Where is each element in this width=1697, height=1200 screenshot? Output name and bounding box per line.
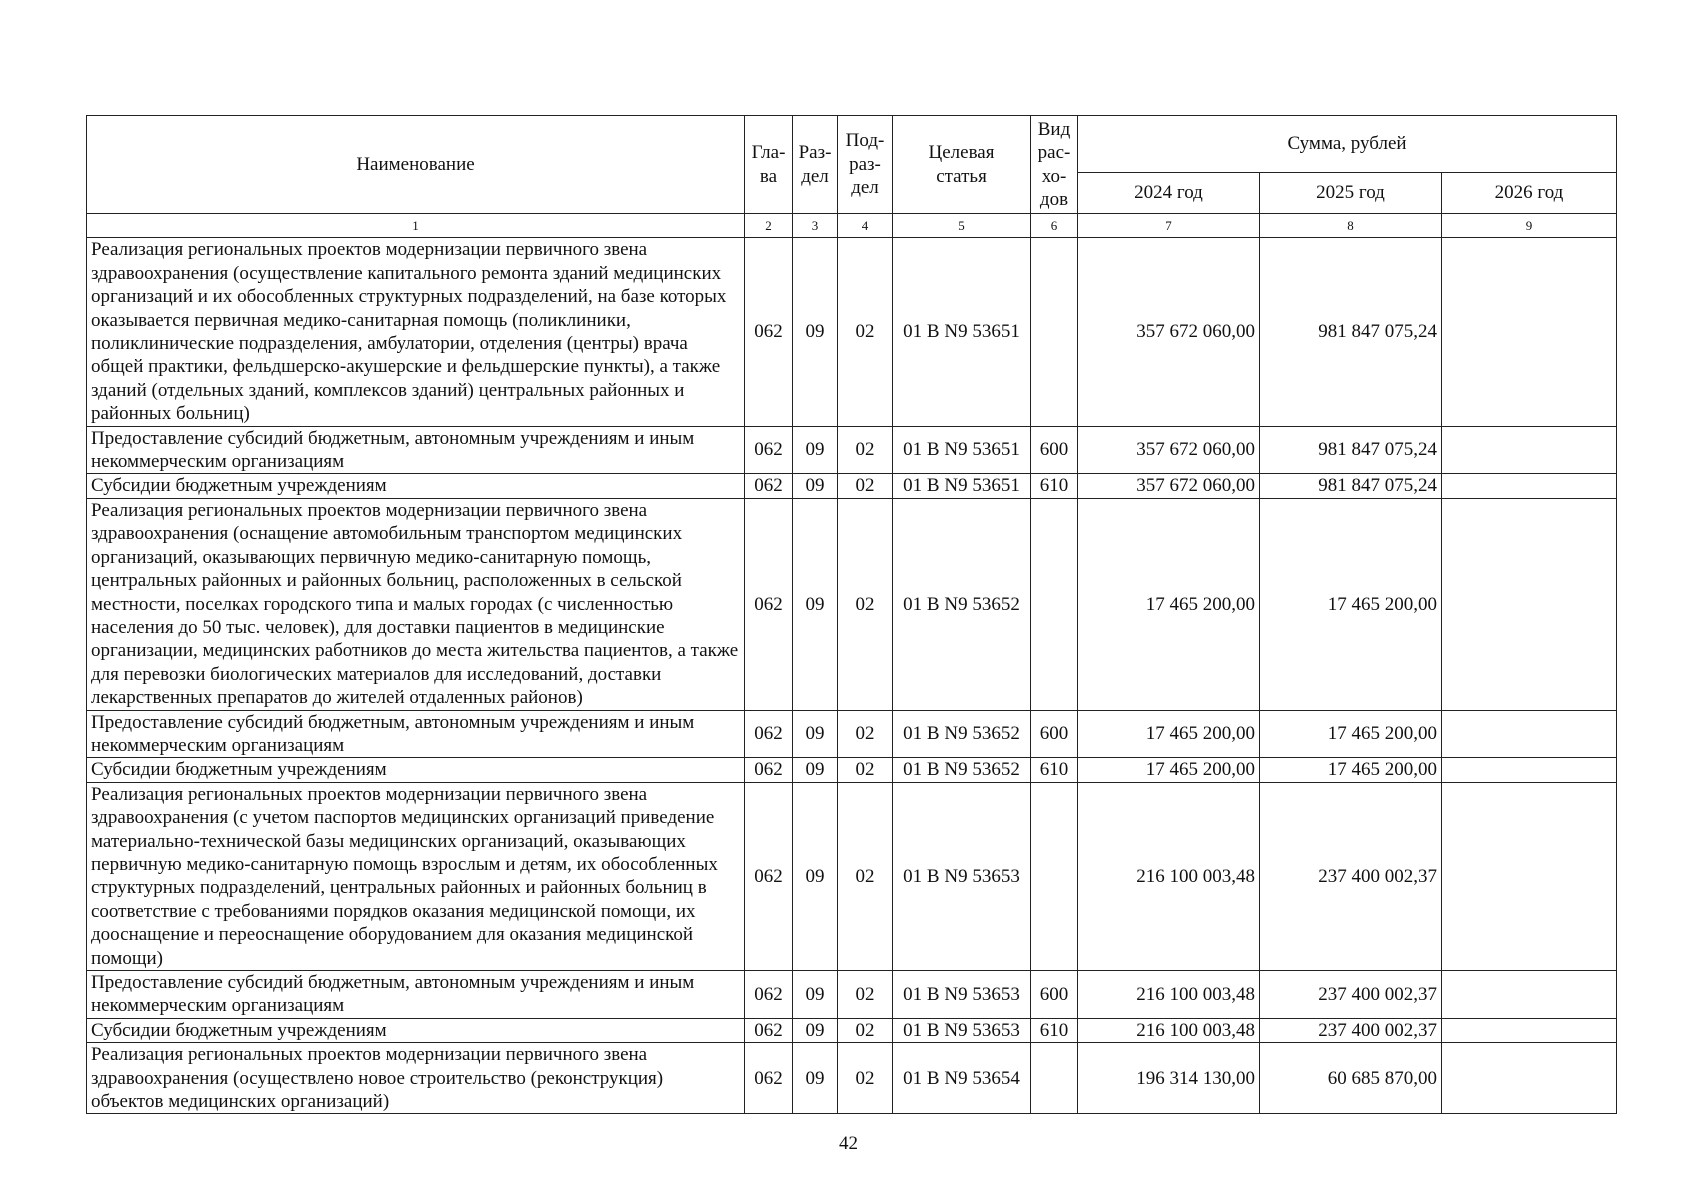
row-amount-2025: 237 400 002,37	[1260, 782, 1442, 970]
row-name: Предоставление субсидий бюджетным, автономным учреждениям и иным некоммерческим организациям	[87, 971, 745, 1019]
row-section: 09	[793, 474, 838, 498]
row-chapter: 062	[745, 474, 793, 498]
row-amount-2024: 17 465 200,00	[1078, 498, 1260, 710]
column-number: 4	[838, 214, 893, 238]
row-amount-2025: 17 465 200,00	[1260, 710, 1442, 758]
row-chapter: 062	[745, 710, 793, 758]
row-amount-2024: 357 672 060,00	[1078, 474, 1260, 498]
table-row	[87, 710, 1617, 758]
row-target: 01 В N9 53652	[893, 758, 1031, 782]
row-amount-2024: 17 465 200,00	[1078, 758, 1260, 782]
row-amount-2026	[1442, 426, 1617, 474]
row-subsection: 02	[838, 1043, 893, 1114]
table-row	[87, 498, 1617, 710]
row-subsection: 02	[838, 238, 893, 426]
row-amount-2025: 17 465 200,00	[1260, 758, 1442, 782]
table-row	[87, 1043, 1617, 1114]
row-chapter: 062	[745, 426, 793, 474]
row-chapter: 062	[745, 971, 793, 1019]
row-section: 09	[793, 1043, 838, 1114]
row-subsection: 02	[838, 474, 893, 498]
row-subsection: 02	[838, 782, 893, 970]
row-amount-2025: 237 400 002,37	[1260, 1018, 1442, 1042]
row-name: Субсидии бюджетным учреждениям	[87, 758, 745, 782]
row-amount-2026	[1442, 1018, 1617, 1042]
column-number: 8	[1260, 214, 1442, 238]
row-amount-2024: 357 672 060,00	[1078, 426, 1260, 474]
row-target: 01 В N9 53653	[893, 1018, 1031, 1042]
row-target: 01 В N9 53653	[893, 971, 1031, 1019]
row-chapter: 062	[745, 1018, 793, 1042]
column-number: 3	[793, 214, 838, 238]
row-subsection: 02	[838, 710, 893, 758]
row-amount-2025: 17 465 200,00	[1260, 498, 1442, 710]
row-amount-2025: 60 685 870,00	[1260, 1043, 1442, 1114]
page-number: 42	[839, 1133, 858, 1154]
row-amount-2024: 216 100 003,48	[1078, 971, 1260, 1019]
row-expense-type	[1031, 1043, 1078, 1114]
table-row	[87, 782, 1617, 970]
table-row	[87, 758, 1617, 782]
row-expense-type: 610	[1031, 758, 1078, 782]
row-subsection: 02	[838, 758, 893, 782]
row-section: 09	[793, 1018, 838, 1042]
header-year-2024: 2024 год	[1078, 173, 1260, 214]
row-amount-2026	[1442, 474, 1617, 498]
row-amount-2025: 981 847 075,24	[1260, 426, 1442, 474]
row-target: 01 В N9 53654	[893, 1043, 1031, 1114]
column-number: 9	[1442, 214, 1617, 238]
header-name: Наименование	[87, 116, 745, 214]
row-name: Реализация региональных проектов модернизации первичного звена здравоохранения (с учетом паспортов медицинских организаций приведение материально-технической базы медицинских организаций, оказывающих первичную медико-санитарную помощь взрослым и детям, их обособленных структурных подразделений, центральных районных и районных больниц в соответствие с требованиями порядков оказания медицинской помощи, их дооснащение и переоснащение оборудованием для оказания медицинской помощи)	[87, 782, 745, 970]
row-name: Реализация региональных проектов модернизации первичного звена здравоохранения (осуществление капитального ремонта зданий медицинских организаций и их обособленных структурных подразделений, на базе которых оказывается первичная медико-санитарная помощь (поликлиники, поликлинические подразделения, амбулатории, отделения (центры) врача общей практики, фельдшерско-акушерские и фельдшерские пункты), а также зданий (отдельных зданий, комплексов зданий) центральных районных и районных больниц)	[87, 238, 745, 426]
column-number: 5	[893, 214, 1031, 238]
row-name: Реализация региональных проектов модернизации первичного звена здравоохранения (осуществлено новое строительство (реконструкция) объектов медицинских организаций)	[87, 1043, 745, 1114]
row-name: Субсидии бюджетным учреждениям	[87, 474, 745, 498]
row-target: 01 В N9 53651	[893, 238, 1031, 426]
header-expense-type: Вид рас- хо- дов	[1031, 116, 1078, 214]
column-number: 1	[87, 214, 745, 238]
row-section: 09	[793, 498, 838, 710]
row-amount-2026	[1442, 710, 1617, 758]
row-subsection: 02	[838, 971, 893, 1019]
row-expense-type	[1031, 782, 1078, 970]
row-amount-2024: 357 672 060,00	[1078, 238, 1260, 426]
header-year-2025: 2025 год	[1260, 173, 1442, 214]
row-amount-2024: 17 465 200,00	[1078, 710, 1260, 758]
row-amount-2026	[1442, 238, 1617, 426]
row-target: 01 В N9 53651	[893, 426, 1031, 474]
table-row	[87, 971, 1617, 1019]
row-chapter: 062	[745, 238, 793, 426]
row-name: Реализация региональных проектов модернизации первичного звена здравоохранения (оснащение автомобильным транспортом медицинских организаций, оказывающих первичную медико-санитарную помощь, центральных районных и районных больниц, расположенных в сельской местности, поселках городского типа и малых городах (с численностью населения до 50 тыс. человек), для доставки пациентов в медицинские организации, медицинских работников до места жительства пациентов, а также для перевозки биологических материалов для исследований, доставки лекарственных препаратов до жителей отдаленных районов)	[87, 498, 745, 710]
row-target: 01 В N9 53651	[893, 474, 1031, 498]
row-name: Предоставление субсидий бюджетным, автономным учреждениям и иным некоммерческим организациям	[87, 710, 745, 758]
row-amount-2026	[1442, 758, 1617, 782]
header-chapter: Гла- ва	[745, 116, 793, 214]
row-section: 09	[793, 758, 838, 782]
column-number: 7	[1078, 214, 1260, 238]
row-expense-type: 600	[1031, 710, 1078, 758]
row-expense-type: 610	[1031, 474, 1078, 498]
row-chapter: 062	[745, 758, 793, 782]
table-row	[87, 474, 1617, 498]
column-number: 2	[745, 214, 793, 238]
table-row	[87, 238, 1617, 426]
row-amount-2026	[1442, 498, 1617, 710]
header-target: Целевая статья	[893, 116, 1031, 214]
row-target: 01 В N9 53652	[893, 710, 1031, 758]
header-section: Раз- дел	[793, 116, 838, 214]
row-amount-2025: 981 847 075,24	[1260, 238, 1442, 426]
column-number: 6	[1031, 214, 1078, 238]
row-expense-type: 600	[1031, 426, 1078, 474]
header-sum: Сумма, рублей	[1078, 116, 1617, 173]
row-amount-2024: 216 100 003,48	[1078, 1018, 1260, 1042]
row-name: Субсидии бюджетным учреждениям	[87, 1018, 745, 1042]
header-year-2026: 2026 год	[1442, 173, 1617, 214]
row-expense-type	[1031, 498, 1078, 710]
row-name: Предоставление субсидий бюджетным, автономным учреждениям и иным некоммерческим организациям	[87, 426, 745, 474]
row-section: 09	[793, 710, 838, 758]
header-subsection: Под- раз- дел	[838, 116, 893, 214]
row-section: 09	[793, 238, 838, 426]
row-subsection: 02	[838, 1018, 893, 1042]
row-amount-2026	[1442, 1043, 1617, 1114]
row-section: 09	[793, 971, 838, 1019]
row-expense-type: 610	[1031, 1018, 1078, 1042]
row-section: 09	[793, 782, 838, 970]
row-amount-2025: 981 847 075,24	[1260, 474, 1442, 498]
row-target: 01 В N9 53653	[893, 782, 1031, 970]
row-target: 01 В N9 53652	[893, 498, 1031, 710]
row-chapter: 062	[745, 782, 793, 970]
row-chapter: 062	[745, 1043, 793, 1114]
row-subsection: 02	[838, 426, 893, 474]
row-expense-type: 600	[1031, 971, 1078, 1019]
row-chapter: 062	[745, 498, 793, 710]
budget-table	[86, 115, 1617, 1114]
row-section: 09	[793, 426, 838, 474]
row-expense-type	[1031, 238, 1078, 426]
row-amount-2024: 216 100 003,48	[1078, 782, 1260, 970]
table-row	[87, 1018, 1617, 1042]
row-amount-2026	[1442, 782, 1617, 970]
row-amount-2025: 237 400 002,37	[1260, 971, 1442, 1019]
row-subsection: 02	[838, 498, 893, 710]
row-amount-2026	[1442, 971, 1617, 1019]
table-row	[87, 426, 1617, 474]
row-amount-2024: 196 314 130,00	[1078, 1043, 1260, 1114]
